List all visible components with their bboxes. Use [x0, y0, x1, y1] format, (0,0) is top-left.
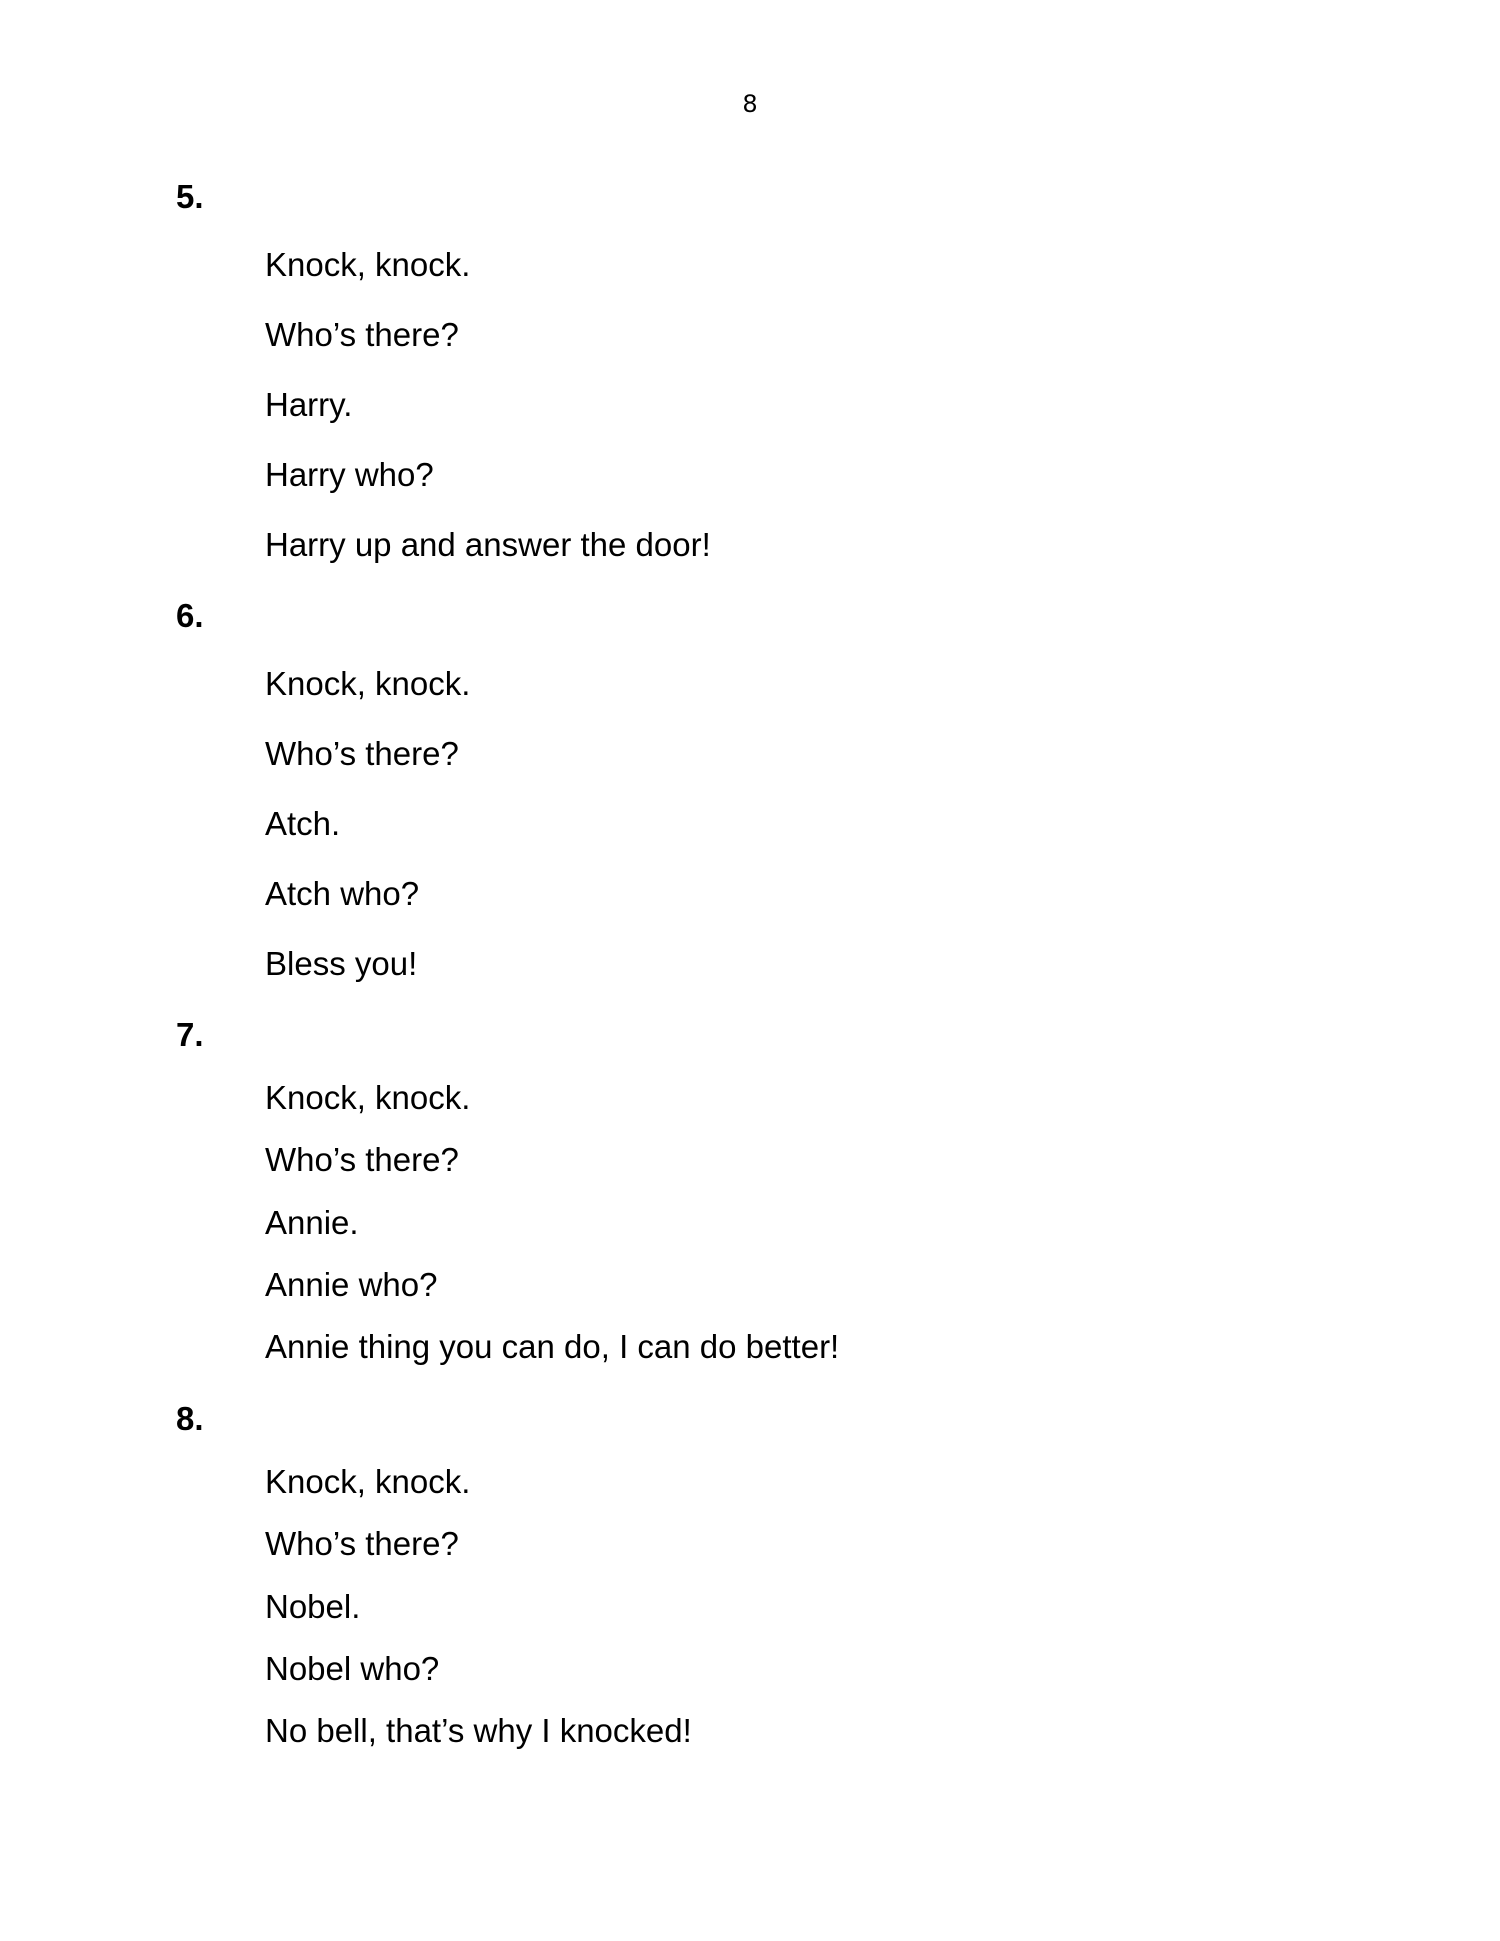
- joke-line: Knock, knock.: [265, 1079, 471, 1116]
- joke-line: Harry up and answer the door!: [265, 526, 711, 563]
- joke-line: Atch.: [265, 805, 341, 842]
- joke-line: Harry who?: [265, 456, 434, 493]
- joke-line: Atch who?: [265, 875, 420, 912]
- joke-line: Annie.: [265, 1204, 359, 1241]
- joke-line: Nobel.: [265, 1588, 361, 1625]
- joke-line: No bell, that’s why I knocked!: [265, 1712, 692, 1749]
- joke-line: Harry.: [265, 386, 353, 423]
- joke-number: 8.: [176, 1400, 204, 1437]
- joke-number: 5.: [176, 178, 204, 215]
- joke-line: Knock, knock.: [265, 665, 471, 702]
- joke-line: Who’s there?: [265, 1141, 459, 1178]
- page-number: 8: [742, 90, 758, 118]
- joke-line: Who’s there?: [265, 316, 459, 353]
- joke-line: Who’s there?: [265, 1525, 459, 1562]
- joke-line: Who’s there?: [265, 735, 459, 772]
- joke-line: Bless you!: [265, 945, 418, 982]
- joke-line: Knock, knock.: [265, 246, 471, 283]
- joke-line: Nobel who?: [265, 1650, 440, 1687]
- joke-number: 7.: [176, 1016, 204, 1053]
- joke-line: Annie who?: [265, 1266, 438, 1303]
- joke-number: 6.: [176, 597, 204, 634]
- joke-line: Annie thing you can do, I can do better!: [265, 1328, 840, 1365]
- joke-line: Knock, knock.: [265, 1463, 471, 1500]
